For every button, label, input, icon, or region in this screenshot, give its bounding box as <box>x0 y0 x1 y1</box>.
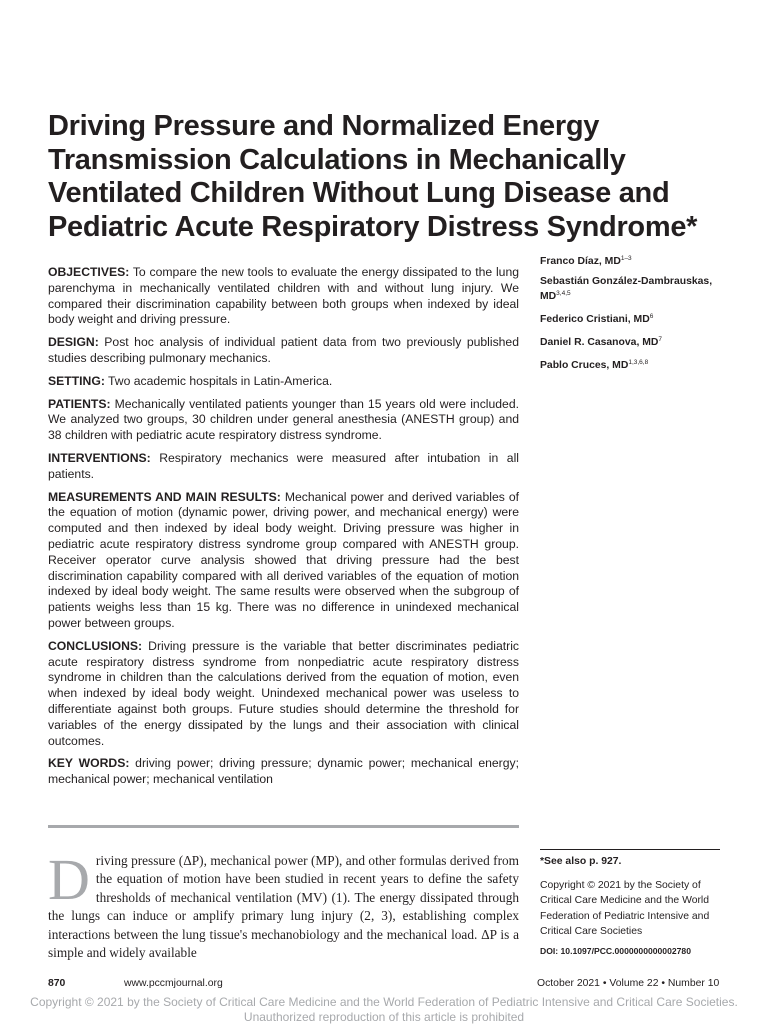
section-label: OBJECTIVES: <box>48 265 130 279</box>
author <box>540 357 740 372</box>
author <box>540 334 740 349</box>
author-affiliation: 6 <box>649 313 654 320</box>
section-text: Post hoc analysis of individual patient data from two previously published studies describing pulmonary mechanics. <box>48 335 519 365</box>
abstract <box>48 265 519 795</box>
copyright-note: Copyright © 2021 by the Society of Critical Care Medicine and the World Federation of Pediatric Intensive and Critical Care Societies <box>540 879 710 937</box>
section-text: To compare the new tools to evaluate the energy dissipated to the lung parenchyma in mechanically ventilated children with and without lung injury. We compared their discrimination capability between both groups when indexed by ideal body weight and driving pressure. <box>48 265 519 327</box>
section-label: INTERVENTIONS: <box>48 450 151 465</box>
watermark-line: Unauthorized reproduction of this article is prohibited <box>243 1009 525 1024</box>
section-label: SETTING: <box>48 373 105 388</box>
author <box>540 253 740 268</box>
abstract-interventions <box>48 451 519 483</box>
author <box>540 311 740 326</box>
section-label: CONCLUSIONS: <box>48 638 143 653</box>
article-title: Driving Pressure and Normalized Energy Transmission Calculations in Mechanically Ventilated Children Without Lung Disease and Pediatric Acute Respiratory Distress Syndrome* <box>48 110 698 243</box>
abstract-objectives <box>48 265 519 328</box>
journal-url[interactable]: www.pccmjournal.org <box>124 978 223 989</box>
section-label: KEY WORDS: <box>48 756 130 771</box>
section-label: PATIENTS: <box>48 396 111 411</box>
issue-info: October 2021 • Volume 22 • Number 10 <box>537 978 720 989</box>
section-text: Driving pressure is the variable that better discriminates pediatric acute respiratory distress syndrome from nonpediatric acute respiratory distress syndrome in children than the calculations derived from the equation of motion, even when indexed by ideal body weight. Unindexed mechanical power was useless to differentiate against both groups. Future studies should determine the threshold for variables of the energy dissipated by the lungs and their association with clinical outcomes. <box>48 638 519 748</box>
section-divider <box>48 825 519 828</box>
abstract-patients <box>48 397 519 444</box>
section-text: Mechanical power and derived variables of the equation of motion (dynamic power, driving power, and mechanical energy) were computed and then indexed by ideal body weight. Driving pressure was higher in pediatric acute respiratory distress syndrome group compared with ANESTH group. Receiver operator curve analysis showed that driving pressure had the best discrimination capability compared with all derived variables of the equation of motion indexed by ideal body weight. The same results were observed when the subgroup of patients weighs less than 15 kg. There was no difference in unindexed mechanical power between groups. <box>48 489 520 630</box>
copyright-watermark <box>0 995 768 1024</box>
author-name: Federico Cristiani, MD <box>540 314 650 325</box>
author-affiliation: 3,4,5 <box>556 290 571 297</box>
body-paragraph <box>48 847 519 962</box>
abstract-results <box>48 490 519 632</box>
drop-cap: D <box>48 847 90 912</box>
section-label: DESIGN: <box>48 335 99 350</box>
author-affiliation: 7 <box>658 336 662 343</box>
doi[interactable]: DOI: 10.1097/PCC.0000000000002780 <box>540 945 691 956</box>
abstract-design <box>48 335 519 367</box>
author-affiliation: 1–3 <box>620 255 632 262</box>
abstract-keywords <box>48 756 519 788</box>
section-text: driving power; driving pressure; dynamic power; mechanical energy; mechanical power; mechanical ventilation <box>48 756 519 787</box>
watermark-line: Copyright © 2021 by the Society of Critical Care Medicine and the World Federation of Pediatric Intensive and Critical Care Societies. <box>30 995 738 1009</box>
author-name: Pablo Cruces, MD <box>540 360 629 371</box>
sidebar-notes <box>540 849 720 959</box>
body-text: riving pressure (ΔP), mechanical power (MP), and other formulas derived from the equation of motion have been studied in recent years to define the safety thresholds of mechanical ventilation (MV) (1). The energy dissipated through the lungs can induce or amplify primary lung injury (2, 3), establishing complex interactions between the lung tissue's mechanobiology and the mechanical load. ΔP is a simple and widely available <box>48 853 519 961</box>
section-text: Two academic hospitals in Latin-America. <box>104 373 333 388</box>
author-list <box>540 253 740 380</box>
section-text: Respiratory mechanics were measured after intubation in all patients. <box>48 450 519 481</box>
author-name: Daniel R. Casanova, MD <box>540 337 659 348</box>
section-text: Mechanically ventilated patients younger than 15 years old were included. We analyzed two groups, 30 children under general anesthesia (ANESTH group) and 38 children with pediatric acute respiratory distress syndrome. <box>48 396 519 443</box>
author-name: Sebastián González-Dambrauskas, MD <box>540 276 713 302</box>
author <box>540 276 740 303</box>
abstract-conclusions <box>48 639 519 750</box>
page-number: 870 <box>48 978 66 989</box>
abstract-setting <box>48 374 519 390</box>
author-name: Franco Díaz, MD <box>540 256 621 267</box>
see-also-note: *See also p. 927. <box>540 856 622 867</box>
section-label: MEASUREMENTS AND MAIN RESULTS: <box>48 489 281 504</box>
author-affiliation: 1,3,6,8 <box>628 359 649 366</box>
